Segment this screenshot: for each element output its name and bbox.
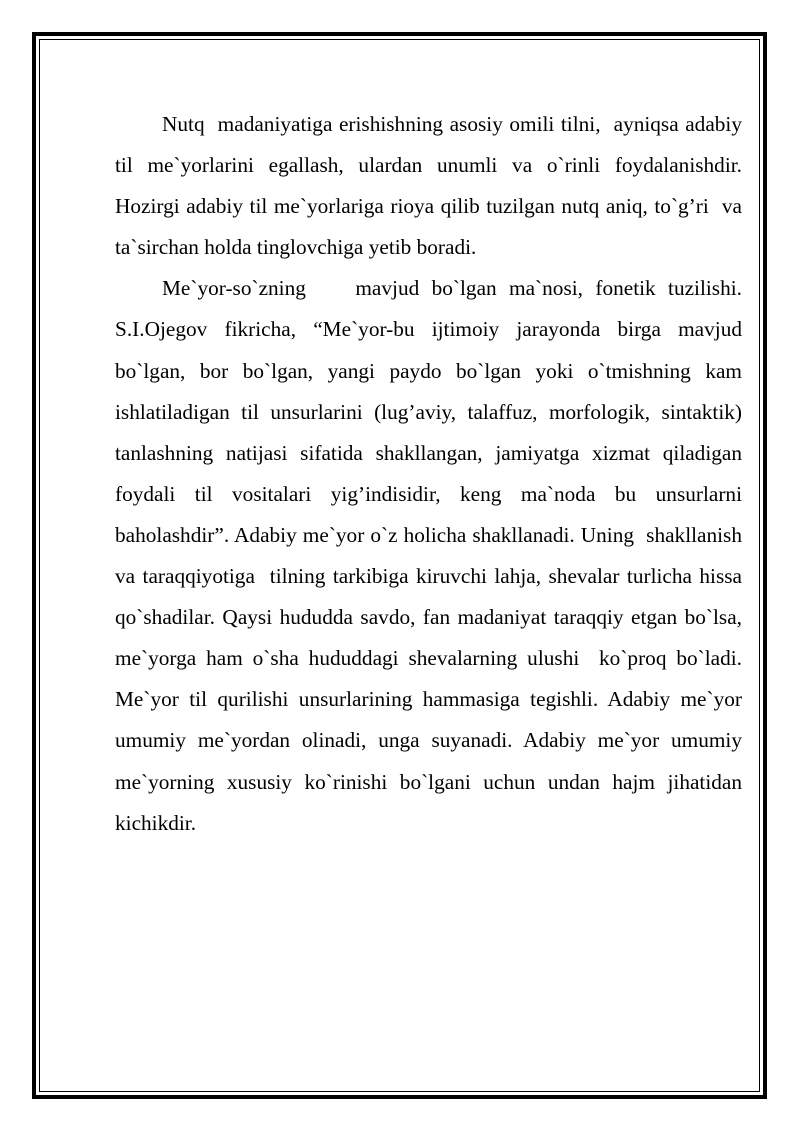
paragraph-1: Nutq madaniyatiga erishishning asosiy omili tilni, ayniqsa adabiy til me`yorlarini egallash, ulardan unumli va o`rinli foydalanishdir. Hozirgi adabiy til me`yorlariga rioya qilib tuzilgan nutq aniq, to`g’ri va ta`sirchan holda tinglovchiga yetib boradi.: [115, 112, 748, 260]
paragraph-2: Me`yor-so`zning mavjud bo`lgan ma`nosi, fonetik tuzilishi. S.I.Ojegov fikricha, “Me`yor-bu ijtimoiy jarayonda birga mavjud bo`lgan, bor bo`lgan, yangi paydo bo`lgan yoki o`tmishning kam ishlatiladigan til unsurlarini (lug’aviy, talaffuz, morfologik, sintaktik) tanlashning natijasi sifatida shakllangan, jamiyatga xizmat qiladigan foydali til vositalari yig’indisidir, keng ma`noda bu unsurlarni baholashdir”. Adabiy me`yor o`z holicha shakllanadi. Uning shakllanish va taraqqiyotiga tilning tarkibiga kiruvchi lahja, shevalar turlicha hissa qo`shadilar. Qaysi hududda savdo, fan madaniyat taraqqiy etgan bo`lsa, me`yorga ham o`sha hududdagi shevalarning ulushi ko`proq bo`ladi. Me`yor til qurilishi unsurlarining hammasiga tegishli. Adabiy me`yor umumiy me`yordan olinadi, unga suyanadi. Adabiy me`yor umumiy me`yorning xususiy ko`rinishi bo`lgani uchun undan hajm jihatidan kichikdir.: [115, 276, 748, 835]
document-body: [115, 104, 748, 844]
